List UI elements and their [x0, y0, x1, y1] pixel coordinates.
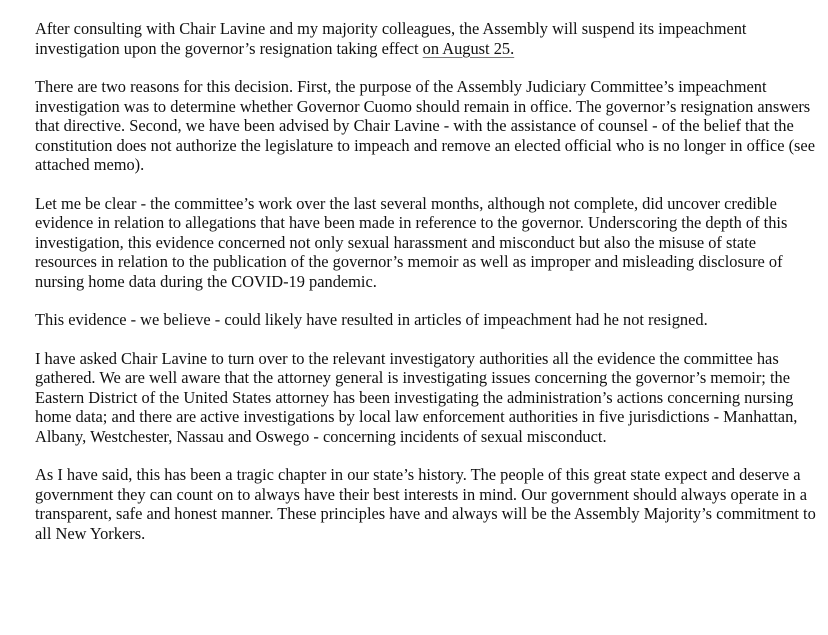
paragraph-authorities: I have asked Chair Lavine to turn over to the relevant investigatory authorities all the evidence the committee has gathered. We are well aware that the attorney general is investigating issues concerning the governor’s memoir; the Eastern District of the United States attorney has been investigating the administration’s actions concerning nursing home data; and there are active investigations by local law enforcement authorities in five jurisdictions - Manhattan, Albany, Westchester, Nassau and Oswego - concerning incidents of sexual misconduct.	[35, 348, 798, 446]
august-25-link[interactable]: on August 25.	[422, 38, 515, 58]
paragraph-reasons: There are two reasons for this decision. First, the purpose of the Assembly Judiciary Committee’s impeachment investigation was to determine whether Governor Cuomo should remain in office. The governor’s resignation answers that directive. Second, we have been advised by Chair Lavine - with the assistance of counsel - of the belief that the constitution does not authorize the legislature to impeach and remove an elected official who is no longer in office (see attached memo).	[35, 77, 815, 174]
paragraph-evidence: Let me be clear - the committee’s work over the last several months, although not complete, did uncover credible evidence in relation to allegations that have been made in reference to the governor. Underscoring the depth of this investigation, this evidence concerned not only sexual harassment and misconduct but also the misuse of state resources in relation to the publication of the governor’s memoir as well as improper and misleading disclosure of nursing home data during the COVID-19 pandemic.	[35, 193, 788, 291]
paragraph-closing: As I have said, this has been a tragic chapter in our state’s history. The people of this great state expect and deserve a government they can count on to always have their best interests in mind. Our government should always operate in a transparent, safe and honest manner. These principles have and always will be the Assembly Majority’s commitment to all New Yorkers.	[35, 465, 816, 543]
paragraph-impeachment: This evidence - we believe - could likely have resulted in articles of impeachment had he not resigned.	[35, 310, 708, 329]
paragraph-suspension-text: After consulting with Chair Lavine and my majority colleagues, the Assembly will suspend its impeachment investigation upon the governor’s resignation taking effect	[35, 19, 747, 58]
paragraph-suspension	[35, 19, 820, 58]
